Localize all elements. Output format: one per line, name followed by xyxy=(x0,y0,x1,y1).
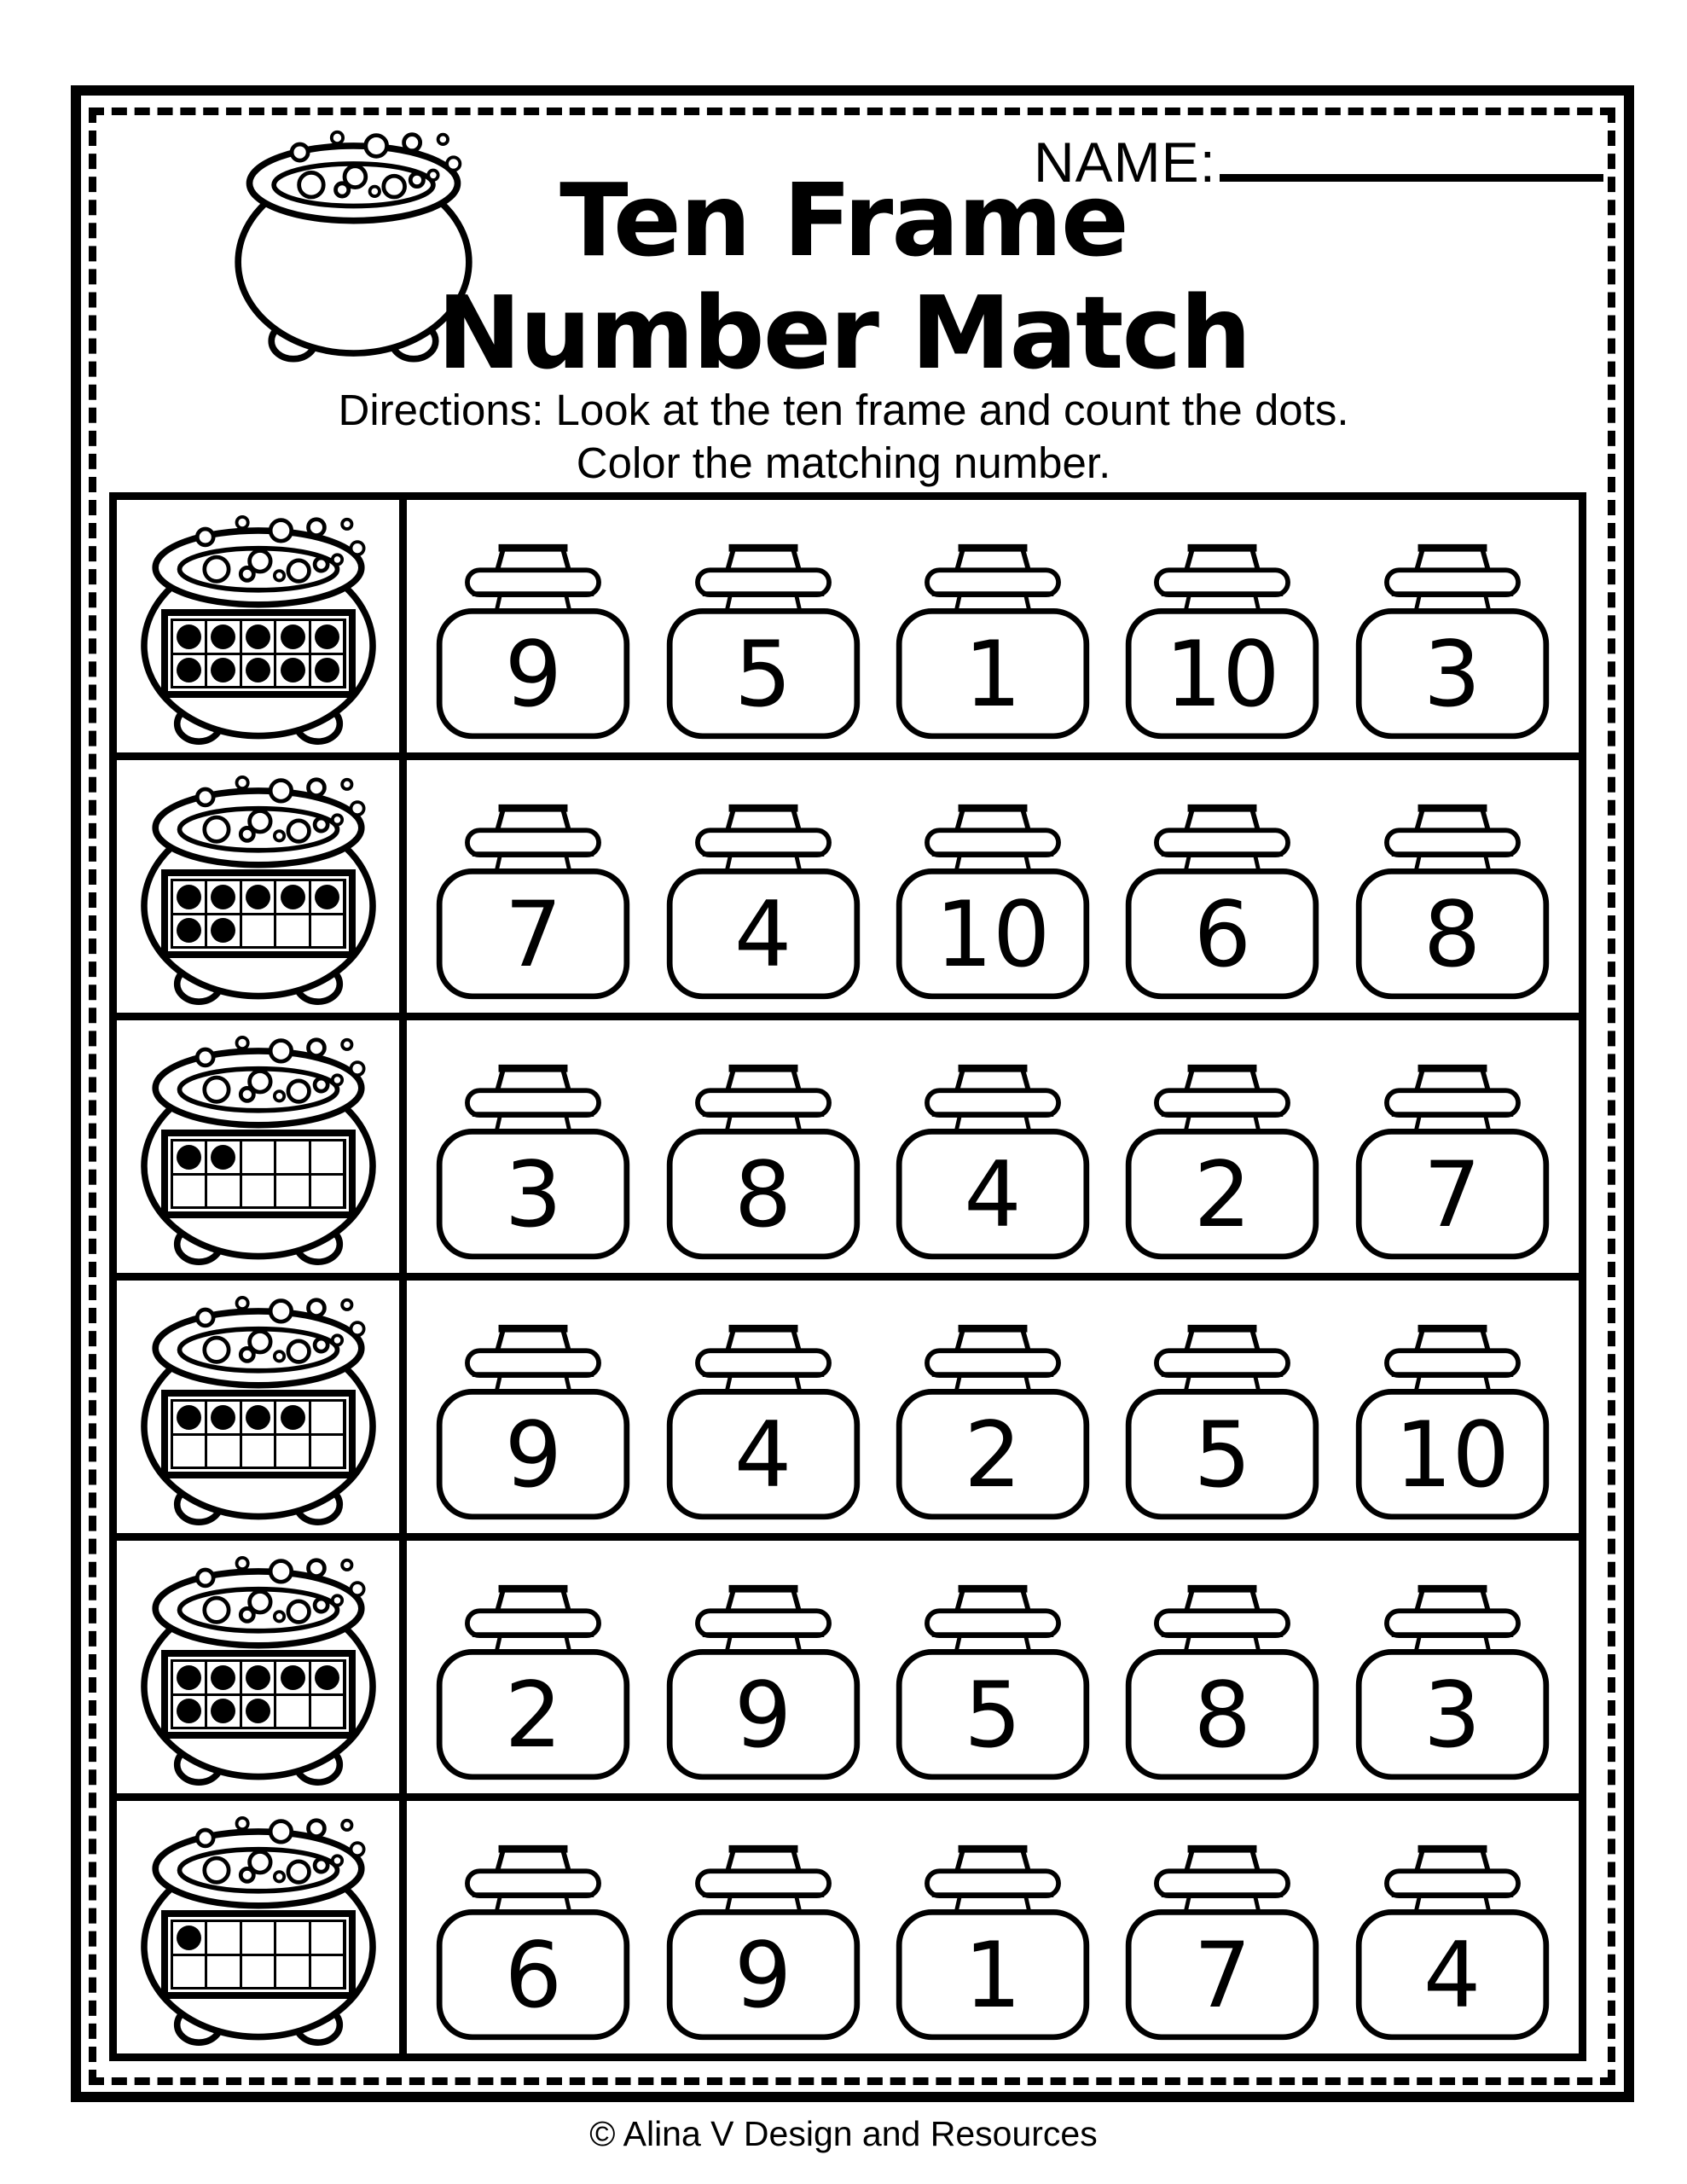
number-jar[interactable] xyxy=(1110,1842,1334,2045)
worksheet-table xyxy=(109,492,1586,2061)
answer-jars-row2 xyxy=(407,760,1579,1013)
number-jar[interactable] xyxy=(1110,1321,1334,1525)
ten-frame-dot xyxy=(177,1405,201,1430)
ten-frame-dot xyxy=(177,658,201,682)
ten-frame-cell xyxy=(276,1662,309,1693)
jar-number: 3 xyxy=(1423,622,1481,727)
jar-number: 4 xyxy=(733,1403,792,1507)
jar-number: 10 xyxy=(1164,622,1280,727)
answer-jars-row1 xyxy=(407,500,1579,752)
number-jar[interactable] xyxy=(1341,1321,1564,1525)
cauldron-with-ten-frame xyxy=(130,1029,387,1271)
ten-frame-dot xyxy=(177,1665,201,1690)
table-row xyxy=(117,1801,1579,2053)
ten-frame-cell xyxy=(173,1922,206,1954)
number-jar[interactable] xyxy=(652,541,875,744)
ten-frame-cell xyxy=(173,1402,206,1433)
ten-frame-cell xyxy=(242,1141,275,1173)
jar-number: 1 xyxy=(964,1923,1022,2028)
ten-frame-cell xyxy=(173,915,206,947)
jar-number: 4 xyxy=(733,882,792,987)
cauldron-with-ten-frame xyxy=(130,1549,387,1792)
number-jar[interactable] xyxy=(652,801,875,1004)
number-jar[interactable] xyxy=(881,1842,1104,2045)
answer-jars-row3 xyxy=(407,1020,1579,1273)
number-jar[interactable] xyxy=(652,1582,875,1785)
jar-number: 8 xyxy=(733,1142,792,1247)
ten-frame-cell xyxy=(242,621,275,653)
ten-frame-cell xyxy=(311,655,344,687)
ten-frame-cell xyxy=(276,1141,309,1173)
ten-frame-cell xyxy=(207,621,240,653)
ten-frame-dot xyxy=(246,658,270,682)
ten-frame-cell xyxy=(276,1176,309,1207)
ten-frame-cell xyxy=(311,915,344,947)
ten-frame-dot xyxy=(177,885,201,909)
ten-frame-dot xyxy=(281,624,305,649)
jar-number: 3 xyxy=(1423,1663,1481,1768)
cauldron-with-ten-frame xyxy=(130,1289,387,1531)
jar-number: 2 xyxy=(504,1663,563,1768)
ten-frame-cell xyxy=(311,1176,344,1207)
ten-frame-dot xyxy=(281,885,305,909)
ten-frame-cell xyxy=(207,1956,240,1988)
jar-number: 10 xyxy=(935,882,1051,987)
ten-frame-grid xyxy=(171,1139,346,1209)
jar-number: 8 xyxy=(1423,882,1481,987)
jar-number: 4 xyxy=(1423,1923,1481,2028)
number-jar[interactable] xyxy=(1341,1842,1564,2045)
ten-frame-cell xyxy=(311,881,344,913)
ten-frame-cell xyxy=(242,1176,275,1207)
ten-frame-dot xyxy=(246,1405,270,1430)
jar-number: 5 xyxy=(733,622,792,727)
jar-number: 1 xyxy=(964,622,1022,727)
ten-frame-cell xyxy=(173,621,206,653)
ten-frame-cell xyxy=(173,1141,206,1173)
ten-frame-cell xyxy=(242,1922,275,1954)
ten-frame-cell xyxy=(311,1141,344,1173)
jar-number: 7 xyxy=(1193,1923,1252,2028)
ten-frame-cell xyxy=(242,1402,275,1433)
ten-frame-cell xyxy=(207,1696,240,1728)
ten-frame-cell xyxy=(207,655,240,687)
ten-frame-cell xyxy=(276,915,309,947)
number-jar[interactable] xyxy=(652,1842,875,2045)
ten-frame-cell xyxy=(207,1922,240,1954)
ten-frame-dot xyxy=(211,885,235,909)
number-jar[interactable] xyxy=(1110,1061,1334,1264)
number-jar[interactable] xyxy=(881,801,1104,1004)
ten-frame-cell xyxy=(207,1662,240,1693)
jar-number: 9 xyxy=(504,1403,563,1507)
table-row xyxy=(117,1541,1579,1801)
ten-frame-cell xyxy=(276,621,309,653)
ten-frame-cell xyxy=(311,1436,344,1467)
ten-frame-dot xyxy=(211,658,235,682)
ten-frame-cell xyxy=(311,1696,344,1728)
page-title-line1: Ten Frame xyxy=(559,161,1128,279)
number-jar[interactable] xyxy=(881,1582,1104,1785)
ten-frame-cell xyxy=(276,881,309,913)
ten-frame-dot xyxy=(211,624,235,649)
ten-frame xyxy=(161,869,356,958)
ten-frame-cell xyxy=(207,1176,240,1207)
ten-frame-grid xyxy=(171,619,346,688)
ten-frame-dot xyxy=(177,1926,201,1950)
ten-frame-dot xyxy=(315,1665,339,1690)
ten-frame-cell-row2 xyxy=(117,760,407,1013)
number-jar[interactable] xyxy=(421,541,645,744)
jar-number: 3 xyxy=(504,1142,563,1247)
number-jar[interactable] xyxy=(1341,1582,1564,1785)
ten-frame-dot xyxy=(281,658,305,682)
ten-frame-cell xyxy=(276,1436,309,1467)
ten-frame-cell xyxy=(173,1436,206,1467)
jar-number: 2 xyxy=(964,1403,1022,1507)
ten-frame-cell xyxy=(242,1662,275,1693)
ten-frame-dot xyxy=(246,1665,270,1690)
ten-frame-cell xyxy=(207,915,240,947)
cauldron-with-ten-frame xyxy=(130,769,387,1011)
ten-frame-cell xyxy=(242,1696,275,1728)
table-row xyxy=(117,1020,1579,1281)
directions xyxy=(0,384,1687,490)
ten-frame-dot xyxy=(315,658,339,682)
ten-frame-cell xyxy=(276,655,309,687)
ten-frame-cell xyxy=(207,1402,240,1433)
jar-number: 5 xyxy=(1193,1403,1252,1507)
ten-frame-dot xyxy=(211,918,235,943)
table-row xyxy=(117,500,1579,760)
number-jar[interactable] xyxy=(881,1061,1104,1264)
ten-frame-grid xyxy=(171,879,346,949)
credit-line: © Alina V Design and Resources xyxy=(589,2114,1098,2153)
ten-frame-dot xyxy=(281,1405,305,1430)
ten-frame-cell xyxy=(311,1402,344,1433)
ten-frame-dot xyxy=(177,1699,201,1723)
ten-frame-cell xyxy=(242,655,275,687)
number-jar[interactable] xyxy=(1341,1061,1564,1264)
ten-frame-grid xyxy=(171,1920,346,1989)
ten-frame-cell xyxy=(311,1922,344,1954)
table-row xyxy=(117,760,1579,1020)
ten-frame-cell xyxy=(173,1696,206,1728)
ten-frame-grid xyxy=(171,1399,346,1469)
jar-number: 4 xyxy=(964,1142,1022,1247)
number-jar[interactable] xyxy=(421,1582,645,1785)
jar-number: 9 xyxy=(733,1923,792,2028)
jar-number: 8 xyxy=(1193,1663,1252,1768)
ten-frame-cell xyxy=(173,655,206,687)
ten-frame-cell xyxy=(311,1956,344,1988)
number-jar[interactable] xyxy=(421,1321,645,1525)
number-jar[interactable] xyxy=(1341,541,1564,744)
name-label: NAME: xyxy=(1034,131,1217,194)
page-title-line2: Number Match xyxy=(437,274,1250,392)
number-jar[interactable] xyxy=(652,1321,875,1525)
ten-frame-cell xyxy=(242,881,275,913)
ten-frame xyxy=(161,1650,356,1739)
number-jar[interactable] xyxy=(1110,1582,1334,1785)
table-row xyxy=(117,1281,1579,1541)
ten-frame-dot xyxy=(211,1665,235,1690)
answer-jars-row5 xyxy=(407,1541,1579,1793)
ten-frame xyxy=(161,1390,356,1478)
ten-frame-cell xyxy=(207,881,240,913)
ten-frame-dot xyxy=(211,1699,235,1723)
ten-frame-cell-row6 xyxy=(117,1801,407,2053)
jar-number: 9 xyxy=(733,1663,792,1768)
number-jar[interactable] xyxy=(881,1321,1104,1525)
ten-frame-dot xyxy=(211,1145,235,1170)
ten-frame-cell xyxy=(173,1956,206,1988)
ten-frame xyxy=(161,1910,356,1999)
ten-frame-cell xyxy=(242,1436,275,1467)
ten-frame-cell xyxy=(276,1696,309,1728)
ten-frame-cell xyxy=(173,1662,206,1693)
number-jar[interactable] xyxy=(652,1061,875,1264)
ten-frame-dot xyxy=(246,1699,270,1723)
ten-frame-cell-row3 xyxy=(117,1020,407,1273)
ten-frame-dot xyxy=(281,1665,305,1690)
number-jar[interactable] xyxy=(1110,801,1334,1004)
ten-frame xyxy=(161,1130,356,1218)
number-jar[interactable] xyxy=(1341,801,1564,1004)
ten-frame-dot xyxy=(211,1405,235,1430)
ten-frame-cell xyxy=(311,621,344,653)
jar-number: 5 xyxy=(964,1663,1022,1768)
cauldron-with-ten-frame xyxy=(130,508,387,751)
number-jar[interactable] xyxy=(421,801,645,1004)
ten-frame-cell xyxy=(207,1141,240,1173)
number-jar[interactable] xyxy=(421,1842,645,2045)
ten-frame-cell xyxy=(276,1922,309,1954)
ten-frame-cell xyxy=(311,1662,344,1693)
ten-frame-grid xyxy=(171,1659,346,1729)
jar-number: 7 xyxy=(1423,1142,1481,1247)
ten-frame-cell xyxy=(173,1176,206,1207)
number-jar[interactable] xyxy=(1110,541,1334,744)
answer-jars-row4 xyxy=(407,1281,1579,1533)
ten-frame-cell xyxy=(276,1956,309,1988)
ten-frame-dot xyxy=(315,885,339,909)
ten-frame-cell-row1 xyxy=(117,500,407,752)
ten-frame-cell xyxy=(276,1402,309,1433)
cauldron-with-ten-frame xyxy=(130,1809,387,2052)
number-jar[interactable] xyxy=(421,1061,645,1264)
ten-frame xyxy=(161,609,356,698)
answer-jars-row6 xyxy=(407,1801,1579,2053)
jar-number: 9 xyxy=(504,622,563,727)
ten-frame-dot xyxy=(177,624,201,649)
jar-number: 7 xyxy=(504,882,563,987)
ten-frame-cell xyxy=(242,1956,275,1988)
ten-frame-dot xyxy=(177,918,201,943)
jar-number: 6 xyxy=(504,1923,563,2028)
ten-frame-cell-row4 xyxy=(117,1281,407,1533)
directions-line1: Directions: Look at the ten frame and count the dots. xyxy=(338,386,1349,434)
jar-number: 10 xyxy=(1394,1403,1510,1507)
ten-frame-dot xyxy=(246,885,270,909)
ten-frame-dot xyxy=(177,1145,201,1170)
jar-number: 6 xyxy=(1193,882,1252,987)
directions-line2: Color the matching number. xyxy=(576,439,1111,488)
number-jar[interactable] xyxy=(881,541,1104,744)
ten-frame-cell-row5 xyxy=(117,1541,407,1793)
ten-frame-dot xyxy=(246,624,270,649)
ten-frame-cell xyxy=(242,915,275,947)
jar-number: 2 xyxy=(1193,1142,1252,1247)
ten-frame-dot xyxy=(315,624,339,649)
ten-frame-cell xyxy=(173,881,206,913)
ten-frame-cell xyxy=(207,1436,240,1467)
